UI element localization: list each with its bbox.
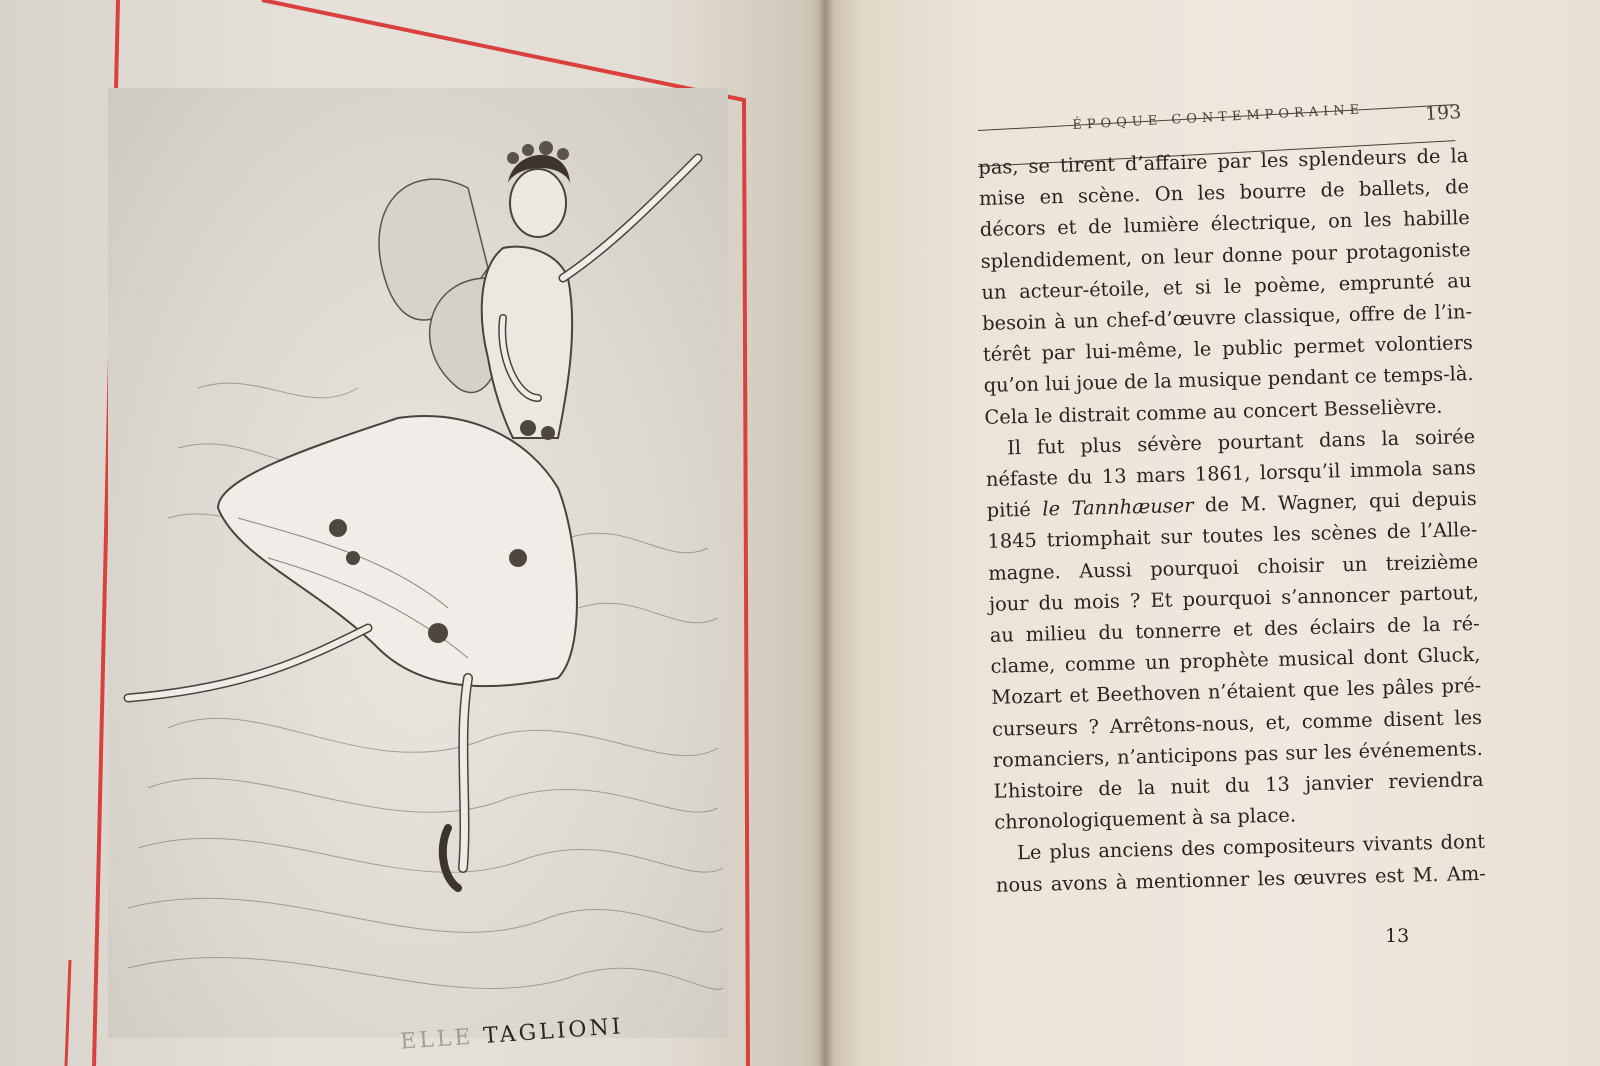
text-line: clame, comme un prophète musical dont Gluck,: [990, 643, 1481, 679]
text-line: 1845 triomphait sur toutes les scènes de l’Alle-: [987, 518, 1478, 554]
plate-caption: ELLE TAGLIONI: [399, 1014, 625, 1055]
text-line: splendidement, on leur donne pour protagoniste: [980, 237, 1471, 273]
running-head: ÉPOQUE CONTEMPORAINE: [1072, 102, 1365, 133]
text-line: romanciers, n’anticipons pas sur les événements.: [992, 736, 1483, 772]
page-body-text: [978, 140, 1486, 901]
text-line: un acteur-étoile, et si le poème, emprunté au: [981, 268, 1472, 304]
dancer-engraving: [108, 88, 728, 1038]
text-line: L’histoire de la nuit du 13 janvier reviendra: [993, 767, 1484, 803]
text-line: magne. Aussi pourquoi choisir un treizième: [988, 549, 1479, 585]
text-line: curseurs ? Arrêtons-nous, et, comme disent les: [991, 705, 1483, 741]
text-line: pas, se tirent d’affaire par les splendeurs de la: [978, 144, 1469, 179]
text-line: pitié le Tannhæuser de M. Wagner, qui depuis: [986, 487, 1477, 523]
text-line: Le plus anciens des compositeurs vivants dont: [1016, 830, 1486, 865]
text-line: mise en scène. On les bourre de ballets, de: [978, 175, 1470, 211]
text-line: Cela le distrait comme au concert Besselièvre.: [984, 394, 1443, 429]
text-line: qu’on lui joue de la musique pendant ce temps-là.: [983, 362, 1474, 398]
text-line: nous avons à mentionner les œuvres est M. Am-: [995, 861, 1487, 897]
signature-mark: 13: [1385, 925, 1410, 947]
text-line: besoin à un chef-d’œuvre classique, offre de l’in-: [981, 299, 1473, 335]
text-line: chronologiquement à sa place.: [994, 803, 1297, 835]
text-line: au milieu du tonnerre et des éclairs de la ré-: [989, 611, 1480, 647]
text-line: Mozart et Beethoven n’étaient que les pâles pré-: [991, 674, 1482, 710]
text-line: jour du mois ? Et pourquoi s’annoncer partout,: [988, 580, 1480, 616]
text-line: térêt par lui-même, le public permet volontiers: [982, 331, 1474, 367]
page-number: 193: [1424, 101, 1462, 125]
text-line: décors et de lumière électrique, on les habille: [979, 206, 1471, 242]
text-line: néfaste du 13 mars 1861, lorsqu’il immola sans: [985, 455, 1477, 491]
text-line: Il fut plus sévère pourtant dans la soirée: [1006, 424, 1476, 460]
